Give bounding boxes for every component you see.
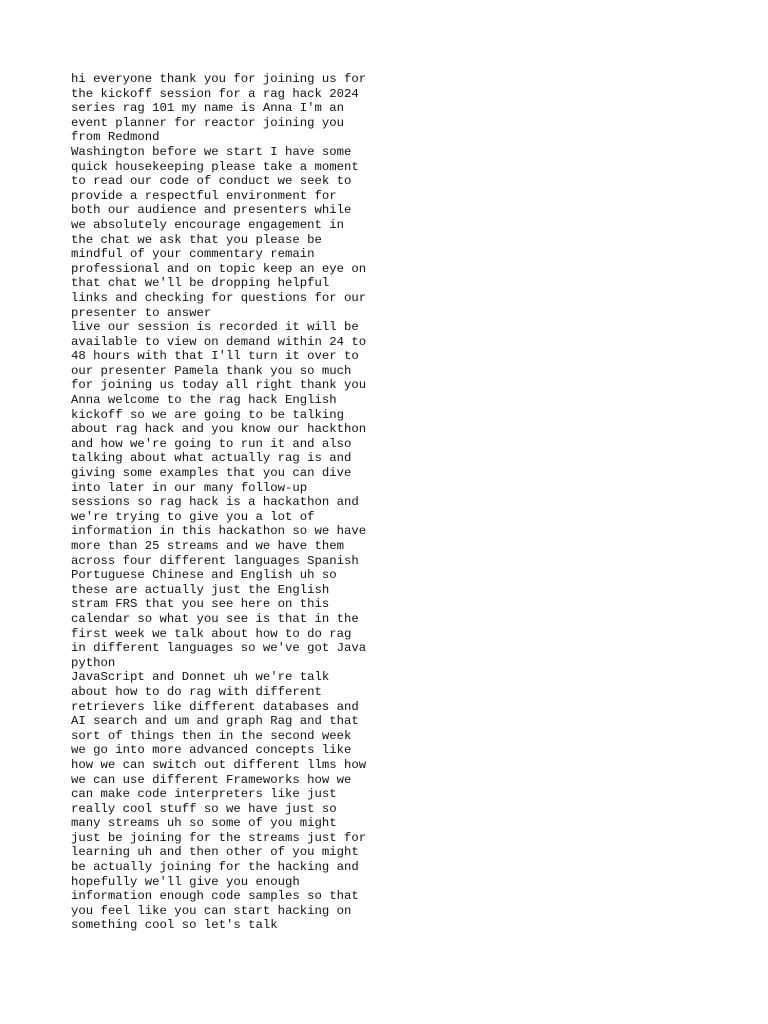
transcript-text: hi everyone thank you for joining us for the kickoff session for a rag hack 2024 series rag 101 my name is Anna I'm an event planner for reactor joining you from Redmond Washington before we start I have some quick housekeeping please take a moment to read our code of conduct we seek to provide a respectful environment for both our audience and presenters while we absolutely encourage engagement in the chat we ask that you please be mindful of your commentary remain professional and on topic keep an eye on that chat we'll be dropping helpful links and checking for questions for our presenter to answer live our session is recorded it will be available to view on demand within 24 to 48 hours with that I'll turn it over to our presenter Pamela thank you so much for joining us today all right thank you Anna welcome to the rag hack English kickoff so we are going to be talking about rag hack and you know our hackthon and how we're going to run it and also talking about what actually rag is and giving some examples that you can dive into later in our many follow-up sessions so rag hack is a hackathon and we're trying to give you a lot of information in this hackathon so we have more than 25 streams and we have them across four different languages Spanish Portuguese Chinese and English uh so these are actually just the English stram FRS that you see here on this calendar so what you see is that in the first week we talk about how to do rag in different languages so we've got Java python JavaScript and Donnet uh we're talk about how to do rag with different retrievers like different databases and AI search and um and graph Rag and that sort of things then in the second week we go into more advanced concepts like how we can switch out different llms how we can use different Frameworks how we can make code interpreters like just really cool stuff so we have just so many streams uh so some of you might just be joining for the streams just for learning uh and then other of you might be actually joining for the hacking and hopefully we'll give you enough information enough code samples so that you feel like you can start hacking on something cool so let's talk [71,72,367,933]
